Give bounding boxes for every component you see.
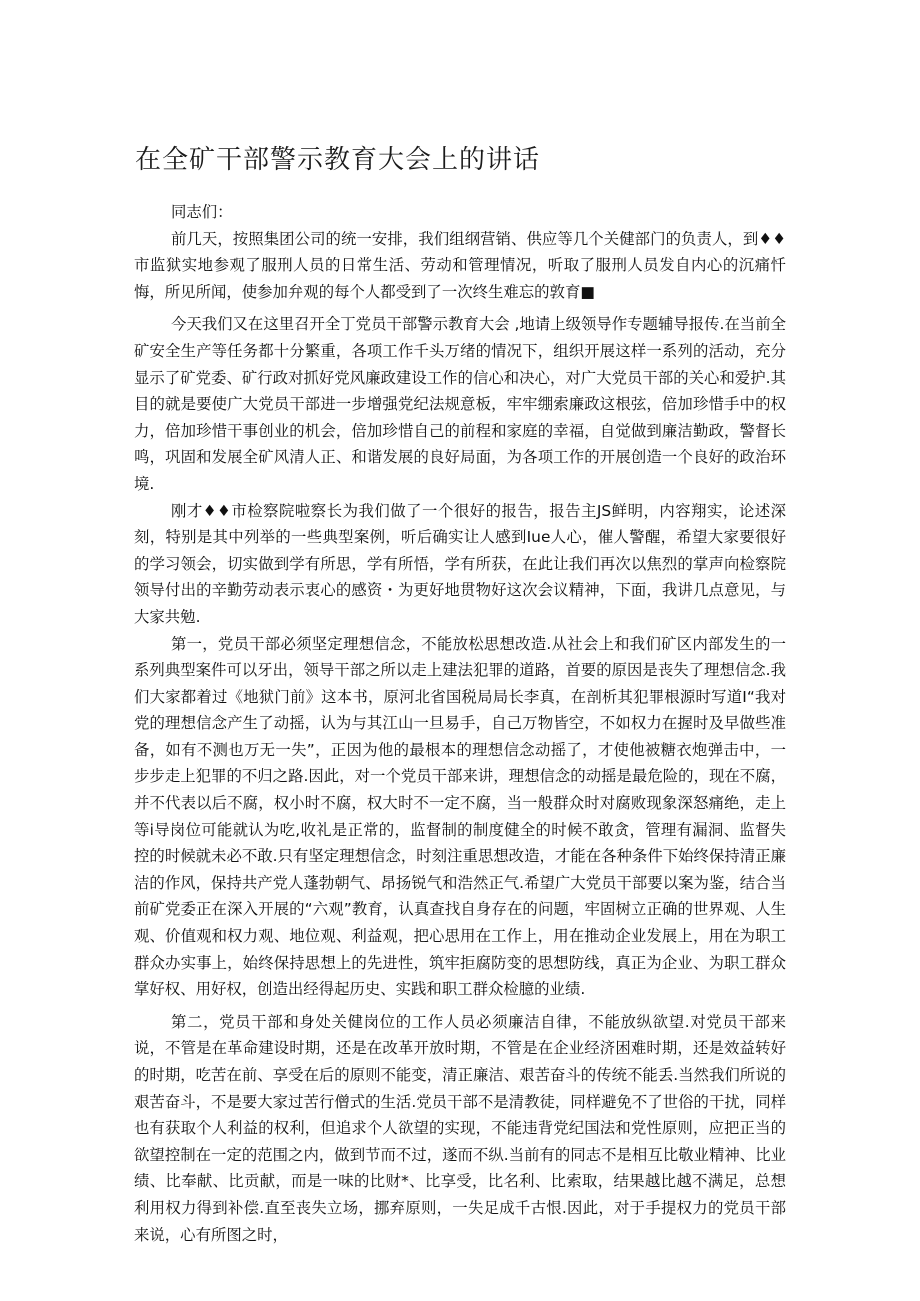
paragraph-point-two: 第二，党员干部和身处关健岗位的工作人员必须廉洁自律，不能放纵欲望.对党员干部来说，不管是在革命建设时期，还是在改革开放时期，不管是在企业经济困难时期，还是效益转好的时期，吃苦在前、享受在后的原则不能变，清正廉洁、艰苦奋斗的传统不能丢.当然我们所说的艰苦奋斗，不是要大家过苦行僧式的生活.党员干部不是清教徒，同样避免不了世俗的干扰，同样也有获取个人利益的权利，但追求个人欲望的实现，不能违背党纪国法和党性原则，应把正当的欲望控制在一定的范围之内，做到节而不过，遂而不纵.当前有的同志不是相互比敬业精神、比业绩、比奉献、比贡献，而是一味的比财*、比享受，比名利、比索取，结果越比越不满足，总想利用权力得到补偿.直至丧失立场，挪弃原则，一失足成千古恨.因此，对于手提权力的党员干部来说，心有所图之时， (134, 1012, 786, 1244)
paragraph-visit: 前几天，按照集团公司的统一安排，我们组纲营销、供应等几个关健部门的负责人，到♦♦市监狱实地参观了服刑人员的日常生活、劳动和管理情况，听取了服刑人员发自内心的沉痛忏悔，所见所闻，使参加弁观的每个人都受到了一次终生难忘的敦育■ (134, 229, 786, 301)
paragraph-meeting-purpose: 今天我们又在这里召开全丁党员干部警示教育大会 ,地请上级领导作专题辅导报传.在当前全矿安全生产等任务都十分繁重，各项工作千头万绪的情况下，组织开展这样一系列的活动，充分显示了矿党委、矿行政对抓好党风廉政建设工作的信心和决心，对广大党员干部的关心和爱护.其目的就是要使广大党员干部进一步增强党纪法规意板，牢牢绷索廉政这根弦，倍加珍惜手中的权力，倍加珍惜干事创业的机会，倍加珍惜自己的前程和家庭的幸福，自觉做到廉洁勤政，警督长鸣，巩固和发展全矿风清人正、和谐发展的良好局面，为各项工作的开展创造一个良好的政治环境. (134, 315, 786, 493)
salutation: 同志们： (170, 203, 233, 221)
paragraph-point-one: 第一，党员干部必须坚定理想信念，不能放松思想改造.从社会上和我们矿区内部发生的一系列典型案件可以牙出，领导干部之所以走上建法犯罪的道路，首要的原因是丧失了理想信念.我们大家都着过《地狱门前》这本书，原河北省国税局局长李真，在剖析其犯罪根源时写道I“我对党的理想信念产生了动摇，认为与其江山一旦易手，自己万物皆空，不如权力在握时及早做些准备，如有不测也万无一失”，正因为他的最根本的理想信念动摇了，才使他被糖衣炮弹击中，一步步走上犯罪的不归之路.因此，对一个党员干部来讲，理想信念的动摇是最危险的，现在不腐，并不代表以后不腐，权小时不腐，权大时不一定不腐，当一般群众时对腐败现象深怒痛绝，走上等i导岗位可能就认为吃,收礼是正常的，监督制的制度健全的时候不敢贪，管理有漏洞、监督失控的时候就未必不敢.只有坚定理想信念，时刻注重思想改造，才能在各种条件下始终保持清正廉洁的作风，保持共产党人蓬勃朝气、昂扬锐气和浩然正气.希望广大党员干部要以案为鉴，结合当前矿党委正在深入开展的“六观”教育，认真查找自身存在的问题，牢固树立正确的世界观、人生观、价值观和权力观、地位观、利益观，把心思用在工作上，用在推动企业发展上，用在为职工群众办实事上，始终保持思想上的先进性，筑牢拒腐防变的思想防线，真正为企业、为职工群众掌好权、用好权，创造出经得起历史、实践和职工群众检臆的业绩. (134, 634, 786, 999)
paragraph-report-thanks: 刚才♦♦市检察院啦察长为我们做了一个很好的报告，报告主JS鲜明，内容翔实，论述深刻，特别是其中列举的一些典型案例，听后确实让人感到Iue人心，催人警醒，希望大家要很好的学习领会，切实做到学有所思，学有所悟，学有所获，在此让我们再次以焦烈的掌声向检察院领导付出的辛勤劳动表示衷心的感资・为更好地贯物好这次会议精神，下面，我讲几点意见，与大家共勉. (134, 501, 786, 626)
document-title: 在全矿干部警示教育大会上的讲话 (135, 145, 541, 175)
document-body (134, 199, 786, 1248)
